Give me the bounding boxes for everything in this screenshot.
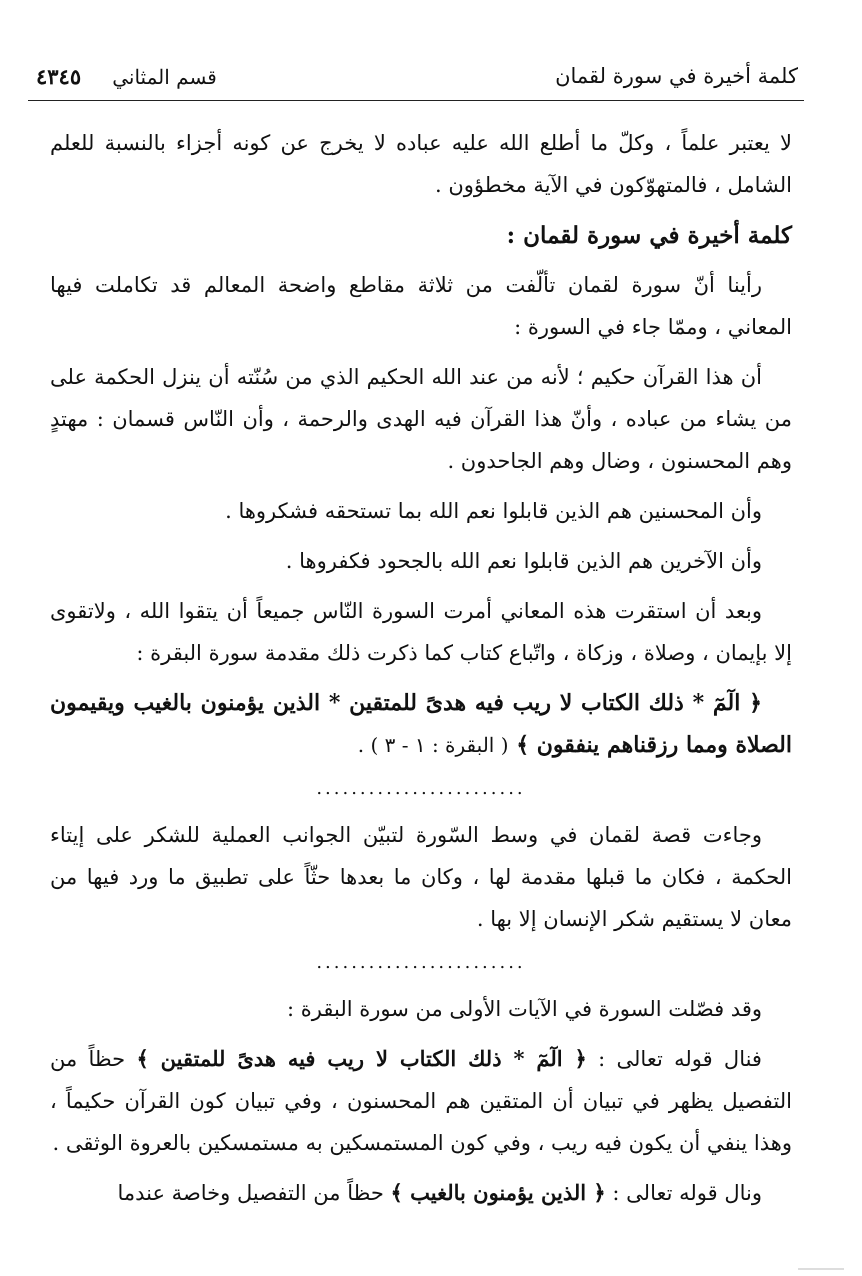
inline-verse: ﴿ الٓمٓ * ذلك الكتاب لا ريب فيه هدىً للمتقين ﴾	[136, 1046, 587, 1071]
chapter-title: كلمة أخيرة في سورة لقمان	[555, 64, 798, 88]
quranic-verse	[50, 682, 792, 766]
paragraph: وأن الآخرين هم الذين قابلوا نعم الله بالجحود فكفروها .	[285, 549, 762, 573]
paragraph: وقد فصّلت السورة في الآيات الأولى من سورة البقرة :	[287, 997, 762, 1021]
paragraph: أن هذا القرآن حكيم ؛ لأنه من عند الله الحكيم الذي من سُنّته أن ينزل الحكمة على من يشاء من عباده ، وأنّ هذا القرآن فيه الهدى والرحمة ، وأن النّاس قسمان : مهتدٍ وهم المحسنون ، وضال وهم الجاحدون .	[50, 365, 792, 473]
page-number: ٤٣٤٥	[36, 64, 82, 89]
paragraph: وأن المحسنين هم الذين قابلوا نعم الله بما تستحقه فشكروها .	[225, 499, 762, 523]
verse-reference: ( البقرة : ١ - ٣ ) .	[357, 733, 509, 757]
paragraph: لا يعتبر علماً ، وكلّ ما أطلع الله عليه عباده لا يخرج عن كونه أجزاء بالنسبة للعلم الشامل ، فالمتهوّكون في الآية مخطؤون .	[50, 131, 792, 197]
section-heading: كلمة أخيرة في سورة لقمان :	[506, 222, 792, 249]
section-name: قسم المثاني	[112, 65, 217, 89]
verse-text: ﴿ الٓمٓ * ذلك الكتاب لا ريب فيه هدىً للمتقين * الذين يؤمنون بالغيب ويقيمون الصلاة ومما رزقناهم ينفقون ﴾	[50, 690, 792, 758]
text-run: حظاً من التفصيل يظهر في تبيان أن المتقين هم المحسنون ، وفي تبيان كون القرآن حكيماً ، وهذا ينفي أن يكون فيه ريب ، وفي كون المستمسكين به مستمسكين بالعروة الوثقى .	[50, 1047, 792, 1155]
dotted-separator: ........................	[316, 952, 526, 973]
paragraph: وجاءت قصة لقمان في وسط السّورة لتبيّن الجوانب العملية للشكر على إيتاء الحكمة ، فكان ما قبلها مقدمة لها ، وكان ما بعدها حثّاً على تطبيق ما ورد فيها من معان لا يستقيم شكر الإنسان إلا بها .	[50, 823, 792, 931]
dotted-separator: ........................	[316, 778, 526, 799]
paragraph: وبعد أن استقرت هذه المعاني أمرت السورة النّاس جميعاً أن يتقوا الله ، ولاتقوى إلا بإيمان ، وصلاة ، وزكاة ، واتّباع كتاب كما ذكرت ذلك مقدمة سورة البقرة :	[50, 599, 792, 665]
text-run: حظاً من التفصيل وخاصة عندما	[117, 1181, 384, 1205]
inline-verse: ﴿ الذين يؤمنون بالغيب ﴾	[390, 1180, 606, 1205]
text-run: فنال قوله تعالى :	[598, 1047, 762, 1071]
page-body	[50, 122, 792, 1222]
scan-edge-mark	[798, 1268, 844, 1270]
paragraph: رأينا أنّ سورة لقمان تألّفت من ثلاثة مقاطع واضحة المعالم قد تكاملت فيها المعاني ، وممّا جاء في السورة :	[50, 273, 792, 339]
text-run: ونال قوله تعالى :	[612, 1181, 762, 1205]
paragraph	[50, 1038, 792, 1164]
paragraph	[50, 1172, 792, 1214]
running-header	[28, 56, 804, 101]
header-left-group	[36, 64, 217, 89]
